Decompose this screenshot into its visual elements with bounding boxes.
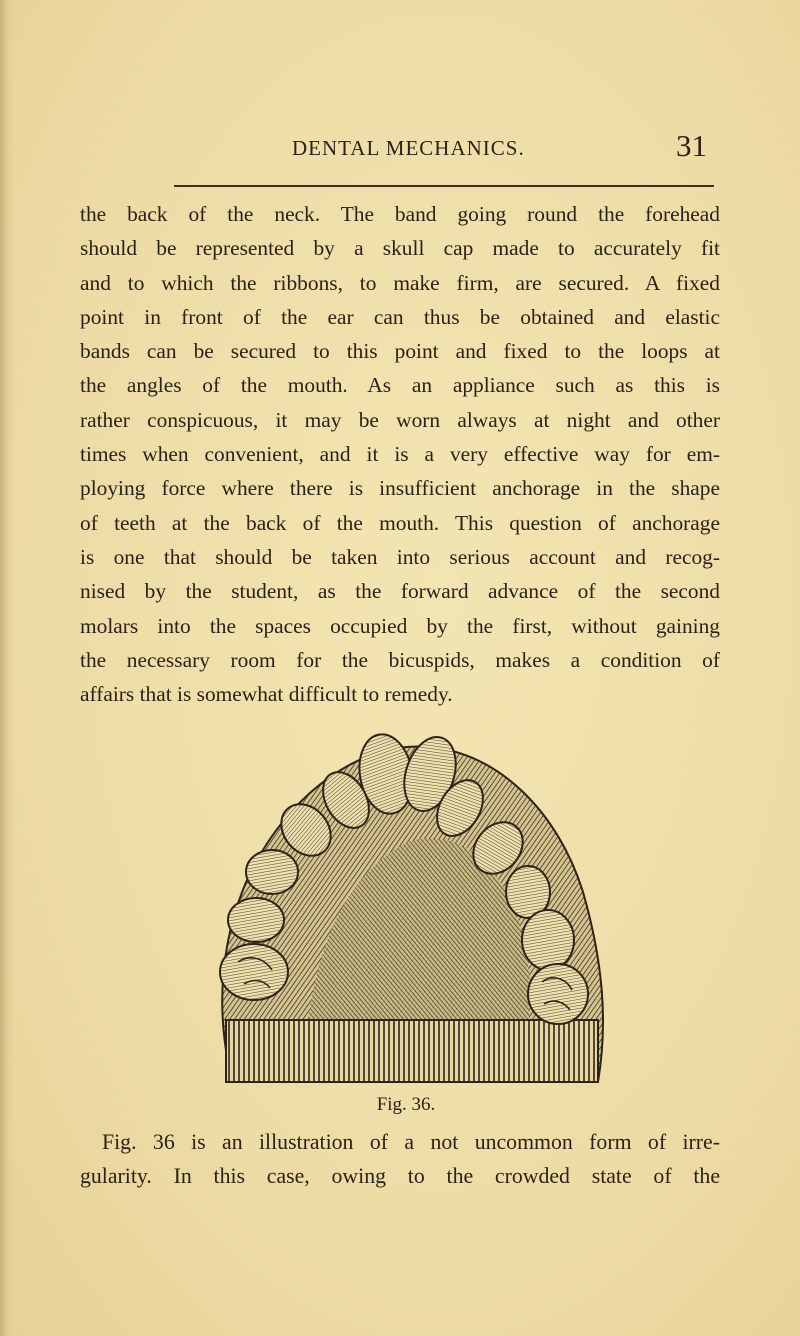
text-line: the angles of the mouth. As an appliance such as this is [80,373,720,398]
text-line: molars into the spaces occupied by the first, without gaining [80,613,720,638]
text-line: the back of the neck. The band going round the forehead [80,202,720,226]
binding-edge [0,0,14,1336]
text-line: point in front of the ear can thus be obtained and elastic [80,304,720,329]
molar-tooth [522,910,574,970]
text-line: ploying force where there is insufficient anchorage in the shape [80,476,720,501]
text-line: gularity. In this case, owing to the crowded state of the [80,1164,720,1189]
text-line: Fig. 36 is an illustration of a not uncommon form of irre- [102,1130,720,1154]
following-paragraph [80,1125,720,1194]
header-rule [174,185,714,187]
text-line: affairs that is somewhat difficult to remedy. [80,682,453,707]
text-line: the necessary room for the bicuspids, makes a condition of [80,647,720,672]
molar-tooth [528,964,588,1024]
text-line: is one that should be taken into serious account and recog- [80,544,720,569]
text-line: rather conspicuous, it may be worn always at night and other [80,407,720,432]
page-header [0,128,800,168]
text-line: of teeth at the back of the mouth. This question of anchorage [80,510,720,535]
page-number: 31 [676,128,707,163]
dental-cast-illustration [198,722,618,1092]
text-line: nised by the student, as the forward advance of the second [80,579,720,604]
text-line: bands can be secured to this point and fixed to the loops at [80,339,720,364]
bicuspid-tooth [246,850,298,894]
molar-tooth [220,944,288,1000]
figure-caption [0,1094,800,1116]
figure-caption-text: Fig. 36. [376,1094,436,1115]
text-line: should be represented by a skull cap made to accurately fit [80,236,720,261]
cast-base [226,1020,598,1082]
bicuspid-tooth [228,898,284,942]
running-title: DENTAL MECHANICS. [292,136,525,160]
text-line: times when convenient, and it is a very effective way for em- [80,442,720,467]
body-paragraph [80,197,720,711]
text-line: and to which the ribbons, to make firm, are secured. A fixed [80,270,720,295]
